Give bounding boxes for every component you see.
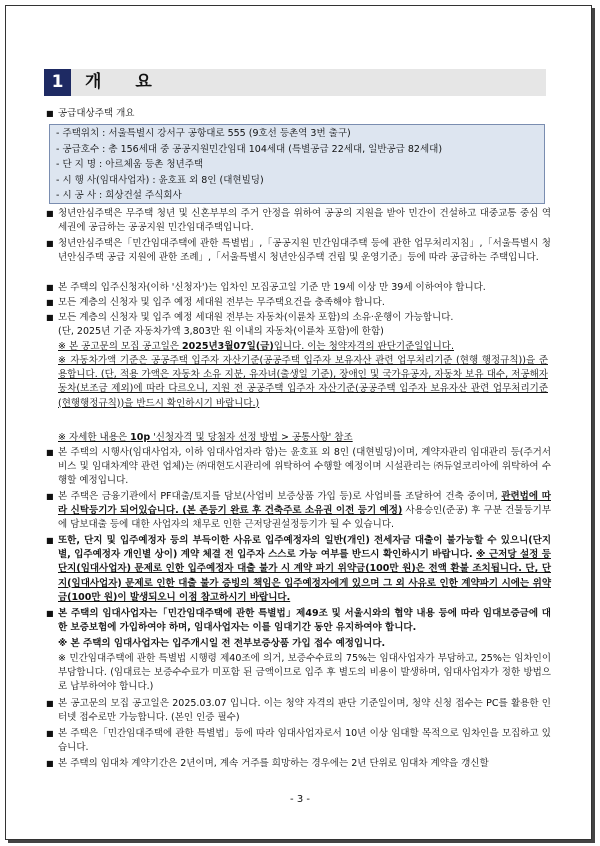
overview-box <box>49 124 545 204</box>
square-bullet-icon: ■ <box>46 209 54 218</box>
overview-developer: - 시 행 사(임대사업자) : 윤호표 외 8인 (대현빌딩) <box>56 174 264 186</box>
section-number: 1 <box>44 69 71 96</box>
note-announcement-date: ※ 본 공고문의 모집 공고일은 2025년3월07일(금)입니다. 이는 청약자격의 판단기준일입니다. <box>58 341 454 352</box>
section-title: 개 요 <box>71 69 546 96</box>
paragraph-2: ■ 청년안심주택은「민간임대주택에 관한 특별법」,「공공지원 민간임대주택 등에 관한 업무처리지침」,「서울특별시 청년안심주택 공급 지원에 관한 조례」,「서울특별시 청년안심주택 건립 및 운영기준」등에 따라 공급하는 주택입니다. <box>46 238 551 264</box>
square-bullet-icon: ■ <box>46 239 54 248</box>
square-bullet-icon: ■ <box>46 759 54 768</box>
square-bullet-icon: ■ <box>46 298 54 307</box>
paragraph-6: ■ 본 주택의 시행사(임대사업자, 이하 임대사업자라 함)는 윤호표 외 8인 (대현빌딩)이며, 계약자관리 임대관리 등(주거서비스 및 임대차계약 관련 업체)는 ㈜대현도시관리에 위탁하여 수행할 예정이며 시설관리는 ㈜듀얼코리아에 위탁하여 수행할 예정입니다. <box>46 447 551 487</box>
square-bullet-icon: ■ <box>46 536 54 545</box>
paragraph-7: ■ 본 주택은 금융기관에서 PF대출/토지를 담보(사업비 보증상품 가입 등)로 사업비를 조달하여 건축 중이며, 관련법에 따라 신탁등기가 되어있습니다. (본 존등기 완료 후 건축주로 소유권 이전 등기 예정) 사용승인(준공) 후 구분 건물등기부에 담보대출 등에 대한 사업자의 채무로 인한 근저당권설정등기가 될 수 있습니다. <box>46 491 551 531</box>
square-bullet-icon: ■ <box>46 313 54 322</box>
overview-location: - 주택위치 : 서울특별시 강서구 공항대로 555 (9호선 등촌역 3번 출구) <box>56 128 351 139</box>
square-bullet-icon: ■ <box>46 492 54 501</box>
overview-builder: - 시 공 사 : 희상건설 주식회사 <box>56 190 182 202</box>
square-bullet-icon: ■ <box>46 283 54 292</box>
paragraph-10: ■ 본 공고문의 모집 공고일은 2025.03.07 입니다. 이는 청약 자격의 판단 기준일이며, 청약 신청 접수는 PC를 활용한 인터넷 접수로만 가능합니다. (본인 인증 필수) <box>46 698 551 724</box>
square-bullet-icon: ■ <box>46 448 54 457</box>
note-see-page: ※ 자세한 내용은 10p '신청자격 및 당첨자 선정 방법 > 공통사항' 참조 <box>58 432 353 443</box>
overview-complex-name: - 단 지 명 : 아르체움 등촌 청년주택 <box>56 159 204 171</box>
note-vehicle-value: ※ 자동차가액 기준은 공공주택 입주자 자산기준(공공주택 입주자 보유자산 관련 업무처리기준 (현행 행정규칙))을 준용합니다. (단, 적용 가액은 자동차 소유 지분, 유자녀(출생일 기준), 장애인 및 국가유공자, 자동차 보유 대수, 저공해자동차(보조금 제외)에 따라 다르오니, 지원 전 공공주택 입주자 자산기준(공공주택 입주자 보유자산 관련 업무처리기준(현행행정규칙))을 반드시 확인하시기 바랍니다.) <box>58 355 548 409</box>
paragraph-3: ■ 본 주택의 입주신청자(이하 '신청자')는 입차인 모집공고일 기준 만 19세 이상 만 39세 이하여야 합니다. <box>46 281 551 295</box>
square-bullet-icon: ■ <box>46 609 54 618</box>
square-bullet-icon: ■ <box>46 109 54 118</box>
paragraph-8: ■ 또한, 단지 및 입주예정자 등의 부득이한 사유로 입주예정자의 일반(개인) 전세자금 대출이 불가능할 수 있으니(단지별, 입주예정자 개인별 상이) 계약 체결 전 입주자 스스로 가능 여부를 반드시 확인하시기 바랍니다. ※ 근저당 설정 등 단지(임대사업자) 문제로 인한 입주예정자 대출 불가 시 계약 파기 위약금(100만 원)은 전액 환불 조치됩니다. 단, 단지(임대사업자) 문제로 인한 대출 불가 증빙의 책임은 입주예정자에게 있으며 그 외 사유로 인한 계약파기 시에는 위약금(100만 원)이 발생되오니 이점 참고하시기 바랍니다. <box>46 535 551 603</box>
note-guarantee-insurance: ※ 본 주택의 임대사업자는 입주개시일 전 전부보증상품 가입 접수 예정입니다. <box>58 638 386 649</box>
paragraph-11: ■ 본 주택은「민간임대주택에 관한 특별법」등에 따라 임대사업자로서 10년 이상 임대할 목적으로 임차인을 모집하고 있습니다. <box>46 728 551 754</box>
note-guarantee-fee: ※ 민간임대주택에 관한 특별법 시행령 제40조에 의거, 보증수수료의 75%는 임대사업자가 부담하고, 25%는 임차인이 부담합니다. (임대료는 보증수수료가 미포함 된 금액이므로 입주 후 별도의 비용이 발생하며, 임대사업자가 정한 방법으로 납부하여야 합니다.) <box>58 653 551 693</box>
square-bullet-icon: ■ <box>46 729 54 738</box>
overview-header: 공급대상주택 개요 <box>58 108 135 119</box>
paragraph-9: ■ 본 주택의 임대사업자는「민간임대주택에 관한 특별법」제49조 및 서울시와의 협약 내용 등에 따라 임대보증금에 대한 보증보험에 가입하여야 하며, 임대사업자는 이를 임대기간 동안 유지하여야 합니다. <box>46 608 551 634</box>
page-number: - 3 - <box>290 794 310 805</box>
paragraph-5: ■ 모든 계층의 신청자 및 입주 예정 세대원 전부는 자동차(이륜차 포함)의 소유·운행이 가능합니다. (단, 2025년 기준 자동차가액 3,803만 원 이내의 자동차(이륜차 포함)에 한함) <box>46 312 454 338</box>
paragraph-12: ■ 본 주택의 임대차 계약기간은 2년이며, 계속 거주를 희망하는 경우에는 2년 단위로 임대차 계약을 갱신할 <box>46 757 551 771</box>
paragraph-4: ■ 모든 계층의 신청자 및 입주 예정 세대원 전부는 무주택요건을 충족해야 합니다. <box>46 296 551 310</box>
paragraph-1: ■ 청년안심주택은 무주택 청년 및 신혼부부의 주거 안정을 위하여 공공의 지원을 받아 민간이 건설하고 대중교통 중심 역세권에 공급하는 공공지원 민간임대주택입니다. <box>46 208 551 234</box>
overview-units: - 공급호수 : 총 156세대 중 공공지원민간임대 104세대 (특별공급 22세대, 일반공급 82세대) <box>56 143 443 155</box>
square-bullet-icon: ■ <box>46 699 54 708</box>
overview-header-block <box>46 107 551 121</box>
